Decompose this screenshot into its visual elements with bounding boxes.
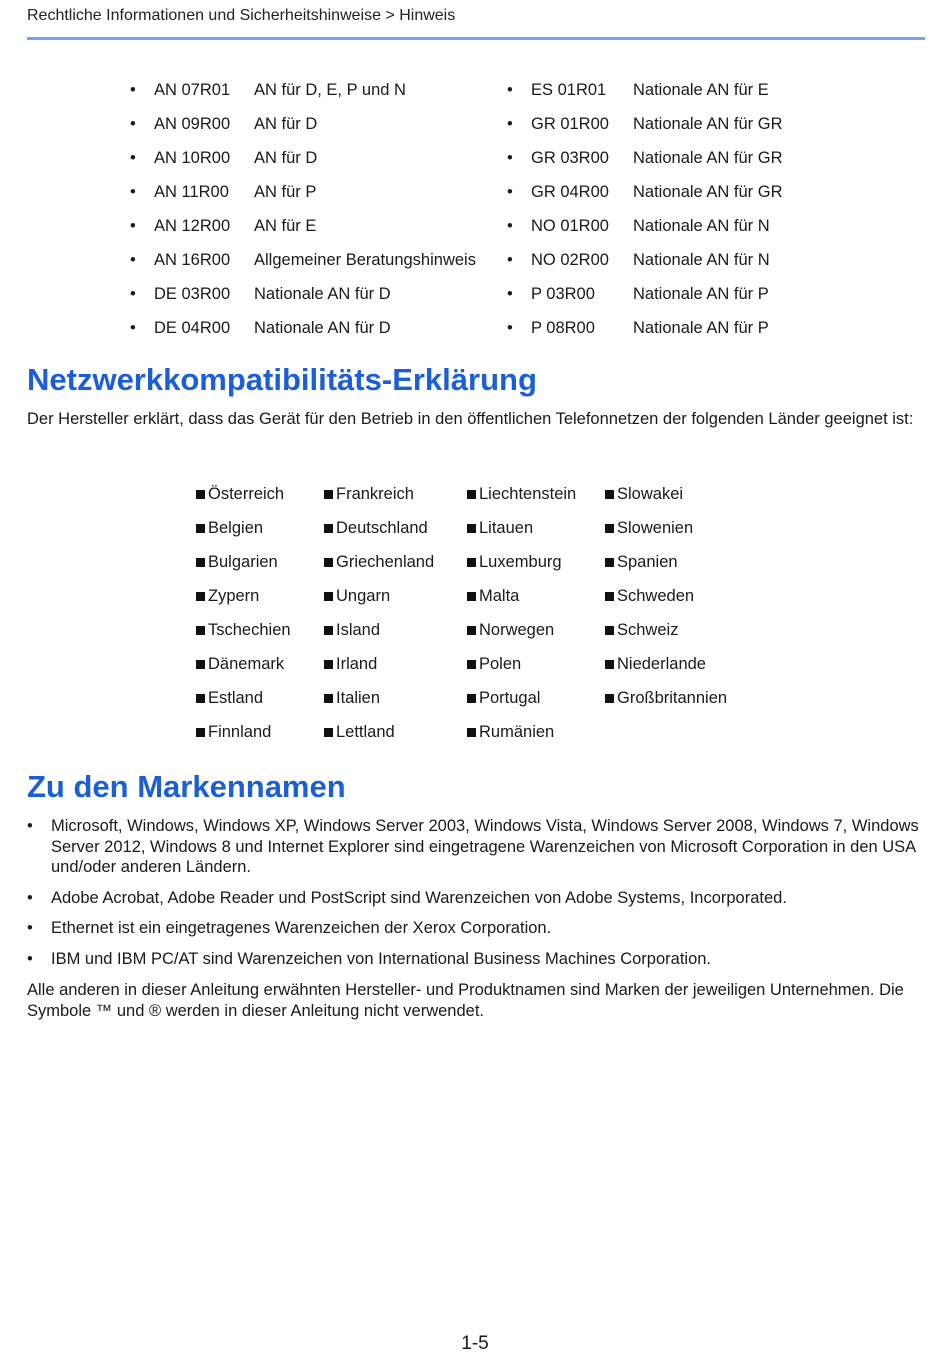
bullet-icon: • <box>130 80 136 99</box>
square-bullet-icon <box>605 626 614 635</box>
an-description: Nationale AN für GR <box>633 182 783 201</box>
square-bullet-icon <box>324 490 333 499</box>
country-name: Estland <box>208 688 264 707</box>
list-item <box>324 647 434 681</box>
country-name: Lettland <box>336 722 395 741</box>
list-item <box>507 175 782 209</box>
square-bullet-icon <box>196 490 205 499</box>
header-divider <box>27 37 925 40</box>
square-bullet-icon <box>467 626 476 635</box>
country-name: Bulgarien <box>208 552 278 571</box>
bullet-icon: • <box>507 250 513 269</box>
list-item <box>467 715 576 749</box>
an-list-right <box>507 73 782 345</box>
square-bullet-icon <box>605 694 614 703</box>
country-name: Frankreich <box>336 484 414 503</box>
breadcrumb: Rechtliche Informationen und Sicherheitshinweise > Hinweis <box>27 7 456 24</box>
brand-text: Microsoft, Windows, Windows XP, Windows Server 2003, Windows Vista, Windows Server 2008, Windows 7, Windows Server 2012, Windows 8 und Internet Explorer sind eingetragene Warenzeichen von Microsoft Corporation in den USA und/oder anderen Ländern. <box>51 817 919 876</box>
square-bullet-icon <box>324 524 333 533</box>
bullet-icon: • <box>507 148 513 167</box>
square-bullet-icon <box>324 660 333 669</box>
country-name: Großbritannien <box>617 688 728 707</box>
list-item <box>605 579 727 613</box>
list-item <box>27 949 927 970</box>
bullet-icon: • <box>507 114 513 133</box>
list-item <box>196 511 291 545</box>
square-bullet-icon <box>196 694 205 703</box>
list-item <box>324 681 434 715</box>
list-item <box>324 545 434 579</box>
list-item <box>130 277 476 311</box>
square-bullet-icon <box>196 728 205 737</box>
bullet-icon: • <box>130 250 136 269</box>
country-name: Slowenien <box>617 518 694 537</box>
brands-footer-note: Alle anderen in dieser Anleitung erwähnten Hersteller- und Produktnamen sind Marken der jeweiligen Unternehmen. Die Symbole ™ und ® werden in dieser Anleitung nicht verwendet. <box>27 981 904 1020</box>
an-code: GR 01R00 <box>531 114 609 133</box>
list-item <box>196 579 291 613</box>
an-code: P 08R00 <box>531 318 595 337</box>
list-item <box>507 311 782 345</box>
square-bullet-icon <box>324 728 333 737</box>
square-bullet-icon <box>196 524 205 533</box>
list-item <box>507 107 782 141</box>
country-name: Liechtenstein <box>479 484 577 503</box>
an-description: Nationale AN für N <box>633 216 770 235</box>
bullet-icon: • <box>130 216 136 235</box>
bullet-icon: • <box>507 80 513 99</box>
brand-text: Adobe Acrobat, Adobe Reader und PostScript sind Warenzeichen von Adobe Systems, Incorporated. <box>51 888 787 907</box>
country-name: Portugal <box>479 688 541 707</box>
list-item <box>130 243 476 277</box>
list-item <box>324 477 434 511</box>
country-name: Schweden <box>617 586 695 605</box>
country-name: Zypern <box>208 586 260 605</box>
list-item <box>324 511 434 545</box>
list-item <box>196 681 291 715</box>
an-code: AN 10R00 <box>154 148 231 167</box>
list-item <box>507 277 782 311</box>
list-item <box>467 647 576 681</box>
an-code: ES 01R01 <box>531 80 607 99</box>
bullet-icon: • <box>507 284 513 303</box>
square-bullet-icon <box>605 592 614 601</box>
an-description: Nationale AN für E <box>633 80 769 99</box>
square-bullet-icon <box>467 524 476 533</box>
square-bullet-icon <box>467 592 476 601</box>
list-item <box>507 141 782 175</box>
network-intro: Der Hersteller erklärt, dass das Gerät für den Betrieb in den öffentlichen Telefonnetzen der folgenden Länder geeignet ist: <box>27 410 914 428</box>
list-item <box>467 613 576 647</box>
list-item <box>467 545 576 579</box>
bullet-icon: • <box>130 148 136 167</box>
square-bullet-icon <box>324 626 333 635</box>
an-description: Nationale AN für GR <box>633 114 783 133</box>
country-name: Belgien <box>208 518 264 537</box>
an-description: AN für D <box>254 148 318 167</box>
an-code: P 03R00 <box>531 284 595 303</box>
an-code: AN 07R01 <box>154 80 231 99</box>
an-code: AN 09R00 <box>154 114 231 133</box>
list-item <box>467 511 576 545</box>
country-name: Island <box>336 620 381 639</box>
list-item <box>605 681 727 715</box>
list-item <box>27 888 927 909</box>
an-code: AN 16R00 <box>154 250 231 269</box>
square-bullet-icon <box>467 490 476 499</box>
an-code: DE 04R00 <box>154 318 231 337</box>
list-item <box>467 579 576 613</box>
country-name: Finnland <box>208 722 272 741</box>
brand-text: Ethernet ist ein eingetragenes Warenzeichen der Xerox Corporation. <box>51 919 552 937</box>
list-item <box>196 477 291 511</box>
bullet-icon: • <box>27 919 33 937</box>
list-item <box>507 243 782 277</box>
an-description: AN für D, E, P und N <box>254 80 406 99</box>
country-name: Österreich <box>208 484 285 503</box>
square-bullet-icon <box>467 558 476 567</box>
square-bullet-icon <box>324 592 333 601</box>
country-name: Italien <box>336 688 381 707</box>
list-item <box>196 545 291 579</box>
square-bullet-icon <box>467 728 476 737</box>
list-item <box>324 579 434 613</box>
square-bullet-icon <box>196 626 205 635</box>
list-item <box>467 681 576 715</box>
country-column <box>605 477 727 715</box>
country-name: Irland <box>336 654 378 673</box>
country-name: Griechenland <box>336 552 435 571</box>
an-description: Nationale AN für P <box>633 318 769 337</box>
country-name: Spanien <box>617 552 678 571</box>
list-item <box>130 73 476 107</box>
square-bullet-icon <box>196 660 205 669</box>
country-column <box>196 477 291 749</box>
country-name: Niederlande <box>617 654 706 673</box>
an-description: Nationale AN für D <box>254 318 391 337</box>
list-item <box>605 545 727 579</box>
bullet-icon: • <box>27 949 33 968</box>
country-name: Slowakei <box>617 484 684 503</box>
list-item <box>605 647 727 681</box>
country-name: Dänemark <box>208 654 285 673</box>
bullet-icon: • <box>130 114 136 133</box>
country-name: Norwegen <box>479 620 555 639</box>
an-description: AN für E <box>254 216 317 235</box>
bullet-icon: • <box>130 284 136 303</box>
square-bullet-icon <box>196 592 205 601</box>
square-bullet-icon <box>467 694 476 703</box>
list-item <box>507 73 782 107</box>
bullet-icon: • <box>507 318 513 337</box>
list-item <box>196 647 291 681</box>
an-description: AN für D <box>254 114 318 133</box>
country-column <box>324 477 434 749</box>
an-description: Nationale AN für GR <box>633 148 783 167</box>
square-bullet-icon <box>605 524 614 533</box>
an-code: AN 11R00 <box>154 182 229 201</box>
square-bullet-icon <box>605 490 614 499</box>
square-bullet-icon <box>605 558 614 567</box>
brands-list <box>27 816 927 979</box>
an-code: AN 12R00 <box>154 216 231 235</box>
list-item <box>324 613 434 647</box>
list-item <box>196 613 291 647</box>
list-item <box>130 107 476 141</box>
an-description: Nationale AN für P <box>633 284 769 303</box>
square-bullet-icon <box>467 660 476 669</box>
bullet-icon: • <box>27 888 33 907</box>
list-item <box>605 477 727 511</box>
an-code: GR 04R00 <box>531 182 609 201</box>
country-name: Schweiz <box>617 620 679 639</box>
bullet-icon: • <box>507 216 513 235</box>
country-name: Ungarn <box>336 586 391 605</box>
an-description: Nationale AN für N <box>633 250 770 269</box>
list-item <box>27 816 927 878</box>
list-item <box>130 311 476 345</box>
list-item <box>27 918 927 939</box>
list-item <box>130 141 476 175</box>
bullet-icon: • <box>507 182 513 201</box>
bullet-icon: • <box>130 318 136 337</box>
an-code: NO 02R00 <box>531 250 609 269</box>
an-code: GR 03R00 <box>531 148 609 167</box>
list-item <box>196 715 291 749</box>
square-bullet-icon <box>324 558 333 567</box>
country-name: Tschechien <box>208 620 291 639</box>
list-item <box>605 613 727 647</box>
brand-text: IBM und IBM PC/AT sind Warenzeichen von International Business Machines Corporation. <box>51 949 712 968</box>
list-item <box>467 477 576 511</box>
list-item <box>507 209 782 243</box>
square-bullet-icon <box>605 660 614 669</box>
country-column <box>467 477 576 749</box>
country-name: Deutschland <box>336 518 428 537</box>
list-item <box>605 511 727 545</box>
country-name: Litauen <box>479 518 534 537</box>
square-bullet-icon <box>324 694 333 703</box>
list-item <box>130 175 476 209</box>
an-description: Allgemeiner Beratungshinweis <box>254 250 476 269</box>
list-item <box>324 715 434 749</box>
an-list-left <box>130 73 476 345</box>
bullet-icon: • <box>27 817 33 835</box>
an-description: Nationale AN für D <box>254 284 391 303</box>
country-name: Polen <box>479 654 522 673</box>
country-name: Malta <box>479 586 520 605</box>
network-heading: Netzwerkkompatibilitäts-Erklärung <box>27 362 537 397</box>
country-name: Rumänien <box>479 722 555 741</box>
square-bullet-icon <box>196 558 205 567</box>
list-item <box>130 209 476 243</box>
an-description: AN für P <box>254 182 317 201</box>
an-code: DE 03R00 <box>154 284 231 303</box>
bullet-icon: • <box>130 182 136 201</box>
brands-heading: Zu den Markennamen <box>27 769 346 804</box>
an-code: NO 01R00 <box>531 216 609 235</box>
page-number: 1-5 <box>461 1333 489 1354</box>
country-name: Luxemburg <box>479 552 562 571</box>
